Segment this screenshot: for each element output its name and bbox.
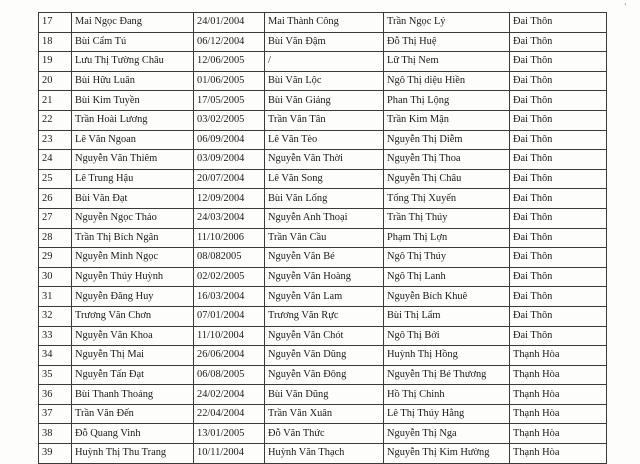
table-row	[39, 424, 607, 444]
corner-mark: '	[624, 2, 626, 11]
mother-name-cell: Nguyễn Thị Nga	[384, 424, 510, 444]
residence-cell: Đai Thôn	[510, 287, 607, 307]
residence-cell: Đai Thôn	[510, 52, 607, 72]
table-row	[39, 287, 607, 307]
row-number-cell: 24	[39, 150, 72, 170]
mother-name-cell: Tống Thị Xuyến	[384, 189, 510, 209]
row-number-cell: 26	[39, 189, 72, 209]
birth-date-cell: 06/12/2004	[194, 32, 265, 52]
father-name-cell: Trương Văn Rực	[265, 306, 384, 326]
birth-date-cell: 03/09/2004	[194, 150, 265, 170]
mother-name-cell: Hồ Thị Chinh	[384, 385, 510, 405]
birth-date-cell: 02/02/2005	[194, 267, 265, 287]
birth-date-cell: 07/01/2004	[194, 306, 265, 326]
student-name-cell: Bùi Cẩm Tú	[72, 32, 194, 52]
father-name-cell: Trần Văn Tân	[265, 110, 384, 130]
student-name-cell: Nguyễn Văn Thiêm	[72, 150, 194, 170]
student-name-cell: Trần Văn Đến	[72, 404, 194, 424]
residence-cell: Đai Thôn	[510, 130, 607, 150]
table-row	[39, 130, 607, 150]
birth-date-cell: 24/01/2004	[194, 13, 265, 33]
father-name-cell: Bùi Văn Lống	[265, 189, 384, 209]
father-name-cell: Nguyễn Văn Dũng	[265, 346, 384, 366]
student-name-cell: Bùi Thanh Thoảng	[72, 385, 194, 405]
birth-date-cell: 13/01/2005	[194, 424, 265, 444]
mother-name-cell: Nguyễn Thị Diễm	[384, 130, 510, 150]
table-row	[39, 91, 607, 111]
student-name-cell: Nguyễn Minh Ngọc	[72, 248, 194, 268]
father-name-cell: Trần Văn Cầu	[265, 228, 384, 248]
row-number-cell: 21	[39, 91, 72, 111]
father-name-cell: Đỗ Văn Thức	[265, 424, 384, 444]
residence-cell: Thạnh Hòa	[510, 424, 607, 444]
student-name-cell: Lưu Thị Tường Châu	[72, 52, 194, 72]
table-row	[39, 150, 607, 170]
father-name-cell: Nguyễn Văn Chót	[265, 326, 384, 346]
row-number-cell: 36	[39, 385, 72, 405]
father-name-cell: Nguyễn Anh Thoại	[265, 208, 384, 228]
student-name-cell: Đỗ Quang Vinh	[72, 424, 194, 444]
residence-cell: Thạnh Hòa	[510, 365, 607, 385]
row-number-cell: 30	[39, 267, 72, 287]
mother-name-cell: Bùi Thị Lẩm	[384, 306, 510, 326]
birth-date-cell: 06/09/2004	[194, 130, 265, 150]
residence-cell: Đai Thôn	[510, 326, 607, 346]
father-name-cell: Nguyễn Văn Hoàng	[265, 267, 384, 287]
table-row	[39, 32, 607, 52]
residence-cell: Đai Thôn	[510, 71, 607, 91]
table-row	[39, 385, 607, 405]
table-row	[39, 52, 607, 72]
residence-cell: Đai Thôn	[510, 267, 607, 287]
father-name-cell: Bùi Văn Giảng	[265, 91, 384, 111]
birth-date-cell: 10/11/2004	[194, 444, 265, 464]
student-name-cell: Trương Văn Chơn	[72, 306, 194, 326]
father-name-cell: Trần Văn Xuân	[265, 404, 384, 424]
father-name-cell: Lê Văn Tèo	[265, 130, 384, 150]
father-name-cell: Mai Thành Công	[265, 13, 384, 33]
row-number-cell: 29	[39, 248, 72, 268]
father-name-cell: Nguyễn Văn Thời	[265, 150, 384, 170]
mother-name-cell: Đỗ Thị Huệ	[384, 32, 510, 52]
student-name-cell: Bùi Văn Đạt	[72, 189, 194, 209]
row-number-cell: 35	[39, 365, 72, 385]
student-name-cell: Trần Hoài Lương	[72, 110, 194, 130]
mother-name-cell: Ngô Thị Bởi	[384, 326, 510, 346]
mother-name-cell: Huỳnh Thị Hồng	[384, 346, 510, 366]
table-row	[39, 306, 607, 326]
row-number-cell: 22	[39, 110, 72, 130]
birth-date-cell: 26/06/2004	[194, 346, 265, 366]
residence-cell: Đai Thôn	[510, 208, 607, 228]
row-number-cell: 33	[39, 326, 72, 346]
student-name-cell: Bùi Hữu Luân	[72, 71, 194, 91]
table-row	[39, 208, 607, 228]
residence-cell: Đai Thôn	[510, 306, 607, 326]
mother-name-cell: Nguyễn Thị Bé Thương	[384, 365, 510, 385]
mother-name-cell: Phan Thị Lộng	[384, 91, 510, 111]
residence-cell: Thạnh Hòa	[510, 385, 607, 405]
father-name-cell: Huỳnh Văn Thạch	[265, 444, 384, 464]
row-number-cell: 27	[39, 208, 72, 228]
row-number-cell: 28	[39, 228, 72, 248]
table-row	[39, 169, 607, 189]
father-name-cell: Bùi Văn Lộc	[265, 71, 384, 91]
roster-table	[38, 12, 607, 464]
birth-date-cell: 08/082005	[194, 248, 265, 268]
residence-cell: Thạnh Hòa	[510, 444, 607, 464]
row-number-cell: 17	[39, 13, 72, 33]
student-name-cell: Trần Thị Bích Ngân	[72, 228, 194, 248]
row-number-cell: 38	[39, 424, 72, 444]
student-name-cell: Lê Văn Ngoan	[72, 130, 194, 150]
residence-cell: Đai Thôn	[510, 189, 607, 209]
birth-date-cell: 16/03/2004	[194, 287, 265, 307]
row-number-cell: 19	[39, 52, 72, 72]
father-name-cell: Nguyễn Văn Lam	[265, 287, 384, 307]
student-name-cell: Lê Trung Hậu	[72, 169, 194, 189]
row-number-cell: 31	[39, 287, 72, 307]
father-name-cell: Lê Văn Song	[265, 169, 384, 189]
birth-date-cell: 24/02/2004	[194, 385, 265, 405]
table-row	[39, 13, 607, 33]
table-row	[39, 228, 607, 248]
residence-cell: Đai Thôn	[510, 169, 607, 189]
table-row	[39, 326, 607, 346]
birth-date-cell: 20/07/2004	[194, 169, 265, 189]
student-name-cell: Nguyễn Ngọc Thảo	[72, 208, 194, 228]
mother-name-cell: Trần Thị Thúy	[384, 208, 510, 228]
birth-date-cell: 12/09/2004	[194, 189, 265, 209]
student-name-cell: Nguyễn Tấn Đạt	[72, 365, 194, 385]
student-name-cell: Nguyễn Thị Mai	[72, 346, 194, 366]
student-name-cell: Nguyễn Thúy Huỳnh	[72, 267, 194, 287]
residence-cell: Đai Thôn	[510, 110, 607, 130]
mother-name-cell: Lữ Thị Nem	[384, 52, 510, 72]
birth-date-cell: 22/04/2004	[194, 404, 265, 424]
mother-name-cell: Ngô Thị Thúy	[384, 248, 510, 268]
mother-name-cell: Nguyễn Thị Thoa	[384, 150, 510, 170]
student-name-cell: Nguyễn Đăng Huy	[72, 287, 194, 307]
mother-name-cell: Ngô Thị diệu Hiền	[384, 71, 510, 91]
table-row	[39, 346, 607, 366]
row-number-cell: 25	[39, 169, 72, 189]
residence-cell: Thạnh Hòa	[510, 404, 607, 424]
father-name-cell: Nguyễn Văn Bé	[265, 248, 384, 268]
student-name-cell: Huỳnh Thị Thu Trang	[72, 444, 194, 464]
mother-name-cell: Nguyễn Thị Châu	[384, 169, 510, 189]
row-number-cell: 37	[39, 404, 72, 424]
residence-cell: Đai Thôn	[510, 32, 607, 52]
birth-date-cell: 24/03/2004	[194, 208, 265, 228]
birth-date-cell: 03/02/2005	[194, 110, 265, 130]
table-row	[39, 444, 607, 464]
residence-cell: Đai Thôn	[510, 150, 607, 170]
row-number-cell: 34	[39, 346, 72, 366]
mother-name-cell: Nguyễn Thị Kim Hường	[384, 444, 510, 464]
birth-date-cell: 06/08/2005	[194, 365, 265, 385]
table-row	[39, 71, 607, 91]
residence-cell: Đai Thôn	[510, 248, 607, 268]
birth-date-cell: 17/05/2005	[194, 91, 265, 111]
table-row	[39, 248, 607, 268]
table-row	[39, 267, 607, 287]
residence-cell: Đai Thôn	[510, 91, 607, 111]
mother-name-cell: Lê Thị Thúy Hằng	[384, 404, 510, 424]
father-name-cell: Bùi Văn Dũng	[265, 385, 384, 405]
table-row	[39, 110, 607, 130]
table-row	[39, 365, 607, 385]
table-row	[39, 404, 607, 424]
mother-name-cell: Trần Ngọc Lý	[384, 13, 510, 33]
residence-cell: Thạnh Hòa	[510, 346, 607, 366]
birth-date-cell: 11/10/2004	[194, 326, 265, 346]
roster-table-body	[39, 13, 607, 464]
student-name-cell: Nguyễn Văn Khoa	[72, 326, 194, 346]
birth-date-cell: 12/06/2005	[194, 52, 265, 72]
birth-date-cell: 11/10/2006	[194, 228, 265, 248]
father-name-cell: Bùi Văn Đậm	[265, 32, 384, 52]
residence-cell: Đai Thôn	[510, 13, 607, 33]
row-number-cell: 39	[39, 444, 72, 464]
mother-name-cell: Ngô Thị Lanh	[384, 267, 510, 287]
row-number-cell: 32	[39, 306, 72, 326]
student-name-cell: Bùi Kim Tuyền	[72, 91, 194, 111]
table-row	[39, 189, 607, 209]
father-name-cell: Nguyễn Văn Đông	[265, 365, 384, 385]
mother-name-cell: Phạm Thị Lợn	[384, 228, 510, 248]
mother-name-cell: Nguyễn Bích Khuê	[384, 287, 510, 307]
residence-cell: Đai Thôn	[510, 228, 607, 248]
student-name-cell: Mai Ngọc Đang	[72, 13, 194, 33]
father-name-cell: /	[265, 52, 384, 72]
row-number-cell: 23	[39, 130, 72, 150]
row-number-cell: 18	[39, 32, 72, 52]
mother-name-cell: Trần Kim Mận	[384, 110, 510, 130]
row-number-cell: 20	[39, 71, 72, 91]
birth-date-cell: 01/06/2005	[194, 71, 265, 91]
